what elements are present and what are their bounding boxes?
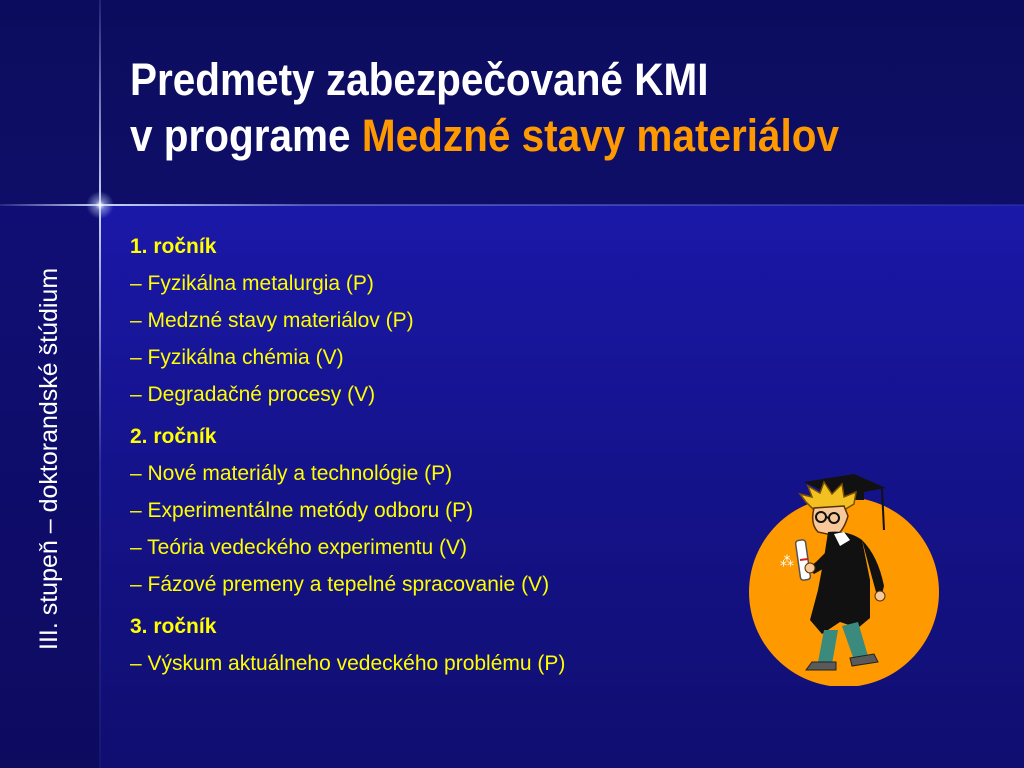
vertical-divider-line: [99, 0, 101, 768]
course-item: – Fyzikálna chémia (V): [130, 346, 344, 369]
course-item: – Fázové premeny a tepelné spracovanie (V): [130, 573, 550, 596]
course-item: – Fyzikálna metalurgia (P): [130, 272, 374, 295]
slide-title: [130, 52, 922, 164]
course-item: – Nové materiály a technológie (P): [130, 462, 453, 485]
course-list: [130, 228, 730, 687]
year-section-2: [130, 418, 730, 603]
star-flare-icon: [86, 191, 114, 219]
course-item: – Výskum aktuálneho vedeckého problému (P): [130, 652, 566, 675]
title-line-2-prefix: v programe: [130, 110, 362, 161]
course-item: – Medzné stavy materiálov (P): [130, 309, 414, 332]
year-heading: 2. ročník: [130, 425, 217, 448]
year-section-1: [130, 228, 730, 413]
year-heading: 1. ročník: [130, 235, 217, 258]
title-line-1: Predmety zabezpečované KMI: [130, 54, 709, 105]
svg-text:⁂: ⁂: [780, 554, 794, 570]
title-line-2-accent: Medzné stavy materiálov: [361, 110, 840, 161]
side-label: III. stupeň – doktorandské štúdium: [35, 267, 63, 650]
graduate-clipart-icon: [744, 470, 944, 686]
horizontal-divider-line: [0, 204, 1024, 206]
year-heading: 3. ročník: [130, 615, 217, 638]
course-item: – Teória vedeckého experimentu (V): [130, 536, 467, 559]
year-section-3: [130, 608, 730, 682]
course-item: – Experimentálne metódy odboru (P): [130, 499, 474, 522]
course-item: – Degradačné procesy (V): [130, 383, 376, 406]
